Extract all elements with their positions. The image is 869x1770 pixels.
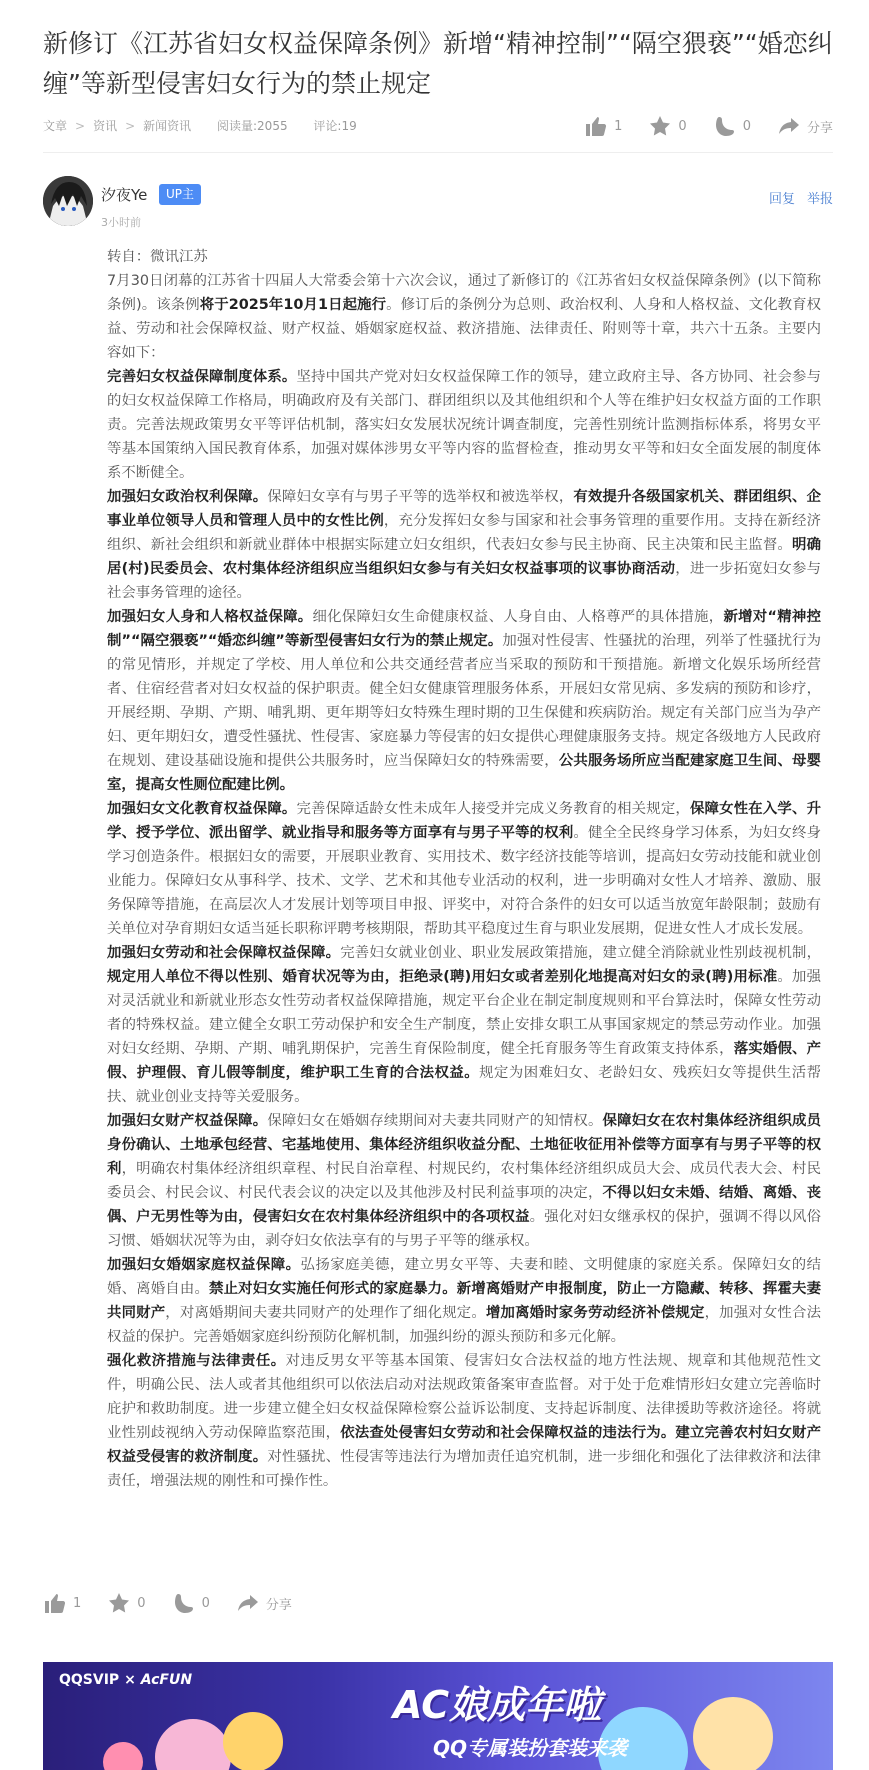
breadcrumb-item-news[interactable]: 资讯 [93, 119, 118, 133]
bold-text: 加强妇女人身和人格权益保障。 [107, 609, 313, 625]
favorite-count: 0 [678, 118, 687, 134]
share-arrow-icon [777, 114, 801, 138]
paragraph-education [107, 797, 821, 941]
share-button-bottom[interactable] [236, 1591, 292, 1615]
bold-text: 加强妇女文化教育权益保障。 [107, 801, 297, 817]
banana-icon [172, 1591, 196, 1615]
paragraph-system [107, 365, 821, 485]
banner-cross: × [124, 1672, 136, 1688]
text: 对性骚扰、性侵害等违法行为增加责任追究机制，进一步细化和强化了法律救济和法律责任，增强法规的刚性和可操作性。 [107, 1449, 821, 1489]
text: 7月30日闭幕的江苏省十四届人大常委会第十六次会议，通过了新修订的《江苏省妇女权益保障条例》(以下简称条例)。该条例 [107, 273, 821, 313]
favorite-button[interactable] [648, 114, 686, 138]
bold-text: 将于2025年10月1日起施行 [199, 297, 387, 313]
bold-text: 完善妇女权益保障制度体系。 [107, 369, 297, 385]
paragraph-political [107, 485, 821, 605]
reply-link[interactable]: 回复 [768, 192, 795, 207]
star-icon [107, 1591, 131, 1615]
bold-text: 加强妇女财产权益保障。 [107, 1113, 268, 1129]
bold-text: 有效提升各级国家机关、群团组织、企事业单位领导人员和管理人员中的女性比例 [107, 489, 821, 529]
text: 坚持中国共产党对妇女权益保障工作的领导，建立政府主导、各方协同、社会参与的妇女权益保障工作格局，明确政府及有关部门、群团组织以及其他组织和个人等在维护妇女权益方面的工作职责。完善法规政策男女平等评估机制，落实妇女发展状况统计调查制度，完善性别统计监测指标体系，将男女平等基本国策纳入国民教育体系，加强对媒体涉男女平等内容的监督检查，推动男女平等和妇女全面发展的制度体系不断健全。 [107, 369, 821, 481]
qq-svip-logo: QQSVIP [59, 1672, 120, 1688]
like-button[interactable] [584, 114, 622, 138]
favorite-count: 0 [137, 1595, 146, 1611]
text: ，进一步拓宽妇女参与社会事务管理的途径。 [107, 561, 821, 601]
article-title: 新修订《江苏省妇女权益保障条例》新增“精神控制”“隔空猥亵”“婚恋纠缠”等新型侵害妇女行为的禁止规定 [43, 29, 833, 98]
like-count: 1 [614, 118, 623, 134]
bold-text: 禁止对妇女实施任何形式的家庭暴力。新增离婚财产申报制度，防止一方隐藏、转移、挥霍夫妻共同财产 [107, 1281, 821, 1321]
anime-avatar-icon [43, 176, 93, 226]
text: 规定为困难妇女、老龄妇女、残疾妇女等提供生活帮扶、就业创业支持等关爱服务。 [107, 1065, 821, 1105]
share-label: 分享 [265, 1597, 292, 1613]
text: 加强对性侵害、性骚扰的治理，列举了性骚扰行为的常见情形，并规定了学校、用人单位和公共交通经营者应当采取的预防和干预措施。新增文化娱乐场所经营者、住宿经营者对妇女权益的保护职责。健全妇女健康管理服务体系，开展妇女常见病、多发病的预防和诊疗，开展经期、孕期、产期、哺乳期、更年期等妇女特殊生理时期的卫生保健和疾病防治。规定有关部门应当为孕产妇、更年期妇女，遭受性骚扰、性侵害、家庭暴力等侵害的妇女提供心理健康服务支持。规定各级地方人民政府在规划、建设基础设施和提供公共服务时，应当保障妇女的特殊需要， [107, 633, 821, 769]
breadcrumb-separator: > [75, 119, 86, 133]
article-meta [43, 114, 833, 136]
share-label: 分享 [806, 120, 833, 136]
text: 细化保障妇女生命健康权益、人身自由、人格尊严的具体措施， [312, 609, 724, 625]
share-arrow-icon [236, 1591, 260, 1615]
bold-text: 加强妇女婚姻家庭权益保障。 [107, 1257, 301, 1273]
banana-icon [713, 114, 737, 138]
text: 。强化对妇女继承权的保护，强调不得以风俗习惯、婚姻状况等为由，剥夺妇女依法享有的与男子平等的继承权。 [107, 1209, 821, 1249]
text: ，加强对女性合法权益的保护。完善婚姻家庭纠纷预防化解机制，加强纠纷的源头预防和多元化解。 [107, 1305, 821, 1345]
bold-text: 公共服务场所应当配建家庭卫生间、母婴室，提高女性厕位配建比例。 [107, 753, 821, 793]
report-link[interactable]: 举报 [806, 192, 833, 207]
bold-text: 保障女性在入学、升学、授予学位、派出留学、就业指导和服务等方面享有与男子平等的权利 [107, 801, 821, 841]
source-line: 转自：微讯江苏 [107, 249, 208, 265]
avatar[interactable] [43, 176, 93, 226]
paragraph-marriage [107, 1253, 821, 1349]
breadcrumb [43, 117, 357, 134]
banner-headline: AC娘成年啦 [393, 1683, 602, 1727]
bold-text: 增加离婚时家务劳动经济补偿规定 [485, 1305, 705, 1321]
up-badge: UP主 [159, 184, 201, 205]
text: ，对离婚期间夫妻共同财产的处理作了细化规定。 [165, 1305, 486, 1321]
acfun-logo: AcFUN [140, 1672, 193, 1688]
paragraph-remedy [107, 1349, 821, 1493]
bold-text: 规定用人单位不得以性别、婚育状况等为由，拒绝录(聘)用妇女或者差别化地提高对妇女的录(聘)用标准 [107, 969, 778, 985]
coin-button[interactable] [713, 114, 751, 138]
paragraph-labor [107, 941, 821, 1109]
bold-text: 依法查处侵害妇女劳动和社会保障权益的违法行为。建立完善农村妇女财产权益受侵害的救济制度。 [107, 1425, 821, 1465]
bold-text: 加强妇女劳动和社会保障权益保障。 [107, 945, 341, 961]
text: 保障妇女在婚姻存续期间对夫妻共同财产的知情权。 [267, 1113, 603, 1129]
breadcrumb-item-news-info[interactable]: 新闻资讯 [143, 119, 192, 133]
paragraph-property [107, 1109, 821, 1253]
favorite-button-bottom[interactable] [107, 1591, 145, 1615]
article-body [107, 245, 821, 1493]
text: 。健全全民终身学习体系，为妇女终身学习创造条件。根据妇女的需要，开展职业教育、实用技术、数字经济技能等培训，提高妇女劳动技能和就业创业能力。保障妇女从事科学、技术、文学、艺术和其他专业活动的权利，进一步明确对女性人才培养、激励、服务保障等措施，在高层次人才发展计划等项目申报、评奖中，对符合条件的妇女可以适当放宽年龄限制；鼓励有关单位对孕育期妇女适当延长职称评聘考核期限，帮助其平稳度过生育与职业发展期，促进女性人才成长发展。 [107, 825, 821, 937]
text: ，充分发挥妇女参与国家和社会事务管理的重要作用。支持在新经济组织、新社会组织和新就业群体中根据实际建立妇女组织，代表妇女参与民主协商、民主决策和民主监督。 [107, 513, 821, 553]
bold-text: 新增对“精神控制”“隔空猥亵”“婚恋纠缠”等新型侵害妇女行为的禁止规定。 [107, 609, 821, 649]
share-button[interactable] [777, 114, 833, 138]
like-count: 1 [73, 1595, 82, 1611]
ad-banner[interactable] [43, 1662, 833, 1770]
text: 保障妇女享有与男子平等的选举权和被选举权， [267, 489, 574, 505]
bold-text: 保障妇女在农村集体经济组织成员身份确认、土地承包经营、宅基地使用、集体经济组织收益分配、土地征收征用补偿等方面享有与男子平等的权利 [107, 1113, 821, 1177]
breadcrumb-item-articles[interactable]: 文章 [43, 119, 68, 133]
text: 。加强对灵活就业和新就业形态女性劳动者权益保障措施，规定平台企业在制定制度规则和平台算法时，保障女性劳动者的特殊权益。建立健全女职工劳动保护和安全生产制度，禁止安排女职工从事国家规定的禁忌劳动作业。加强对妇女经期、孕期、产期、哺乳期保护，完善生育保险制度，健全托育服务等生育政策支持体系， [107, 969, 821, 1057]
paragraph-personal [107, 605, 821, 797]
like-button-bottom[interactable] [43, 1591, 81, 1615]
article-actions [558, 114, 833, 138]
text: 弘扬家庭美德，建立男女平等、夫妻和睦、文明健康的家庭关系。保障妇女的结婚、离婚自由。 [107, 1257, 821, 1297]
bold-text: 强化救济措施与法律责任。 [107, 1353, 286, 1369]
post-time: 3小时前 [101, 216, 141, 229]
coin-count: 0 [201, 1595, 210, 1611]
bold-text: 加强妇女政治权利保障。 [107, 489, 268, 505]
author-name[interactable]: 汐夜Ye [101, 186, 148, 204]
comment-count: 评论:19 [313, 119, 357, 133]
star-icon [648, 114, 672, 138]
text: ，明确农村集体经济组织章程、村民自治章程、村规民约，农村集体经济组织成员大会、成员代表大会、村民委员会、村民会议、村民代表会议的决定以及其他涉及村民利益事项的决定， [107, 1161, 821, 1201]
bold-text: 明确居(村)民委员会、农村集体经济组织应当组织妇女参与有关妇女权益事项的议事协商活动 [107, 537, 821, 577]
bold-text: 落实婚假、产假、护理假、育儿假等制度，维护职工生育的合法权益。 [107, 1041, 821, 1081]
thumbs-up-icon [43, 1591, 67, 1615]
text: 完善妇女就业创业、职业发展政策措施，建立健全消除就业性别歧视机制， [340, 945, 821, 961]
text: 对违反男女平等基本国策、侵害妇女合法权益的地方性法规、规章和其他规范性文件，明确公民、法人或者其他组织可以依法启动对法规政策备案审查监督。对于处于危难情形妇女建立完善临时庇护和救助制度。进一步建立健全妇女权益保障检察公益诉讼制度、支持起诉制度、法律援助等救济途径。将就业性别歧视纳入劳动保障监察范围， [107, 1353, 821, 1441]
text: 。修订后的条例分为总则、政治权利、人身和人格权益、文化教育权益、劳动和社会保障权益、财产权益、婚姻家庭权益、救济措施、法律责任、附则等十章，共六十五条。主要内容如下： [107, 297, 821, 361]
breadcrumb-separator: > [125, 119, 136, 133]
view-count: 阅读量:2055 [217, 119, 288, 133]
bold-text: 不得以妇女未婚、结婚、离婚、丧偶、户无男性等为由，侵害妇女在农村集体经济组织中的各项权益 [107, 1185, 821, 1225]
comment-actions [757, 188, 833, 207]
bottom-actions [43, 1590, 318, 1616]
paragraph-intro [107, 269, 821, 365]
header-divider [43, 152, 833, 153]
banner-subtitle: QQ专属装扮套装来袭 [433, 1736, 628, 1760]
coin-button-bottom[interactable] [172, 1591, 210, 1615]
coin-count: 0 [742, 118, 751, 134]
thumbs-up-icon [584, 114, 608, 138]
text: 完善保障适龄女性未成年人接受并完成义务教育的相关规定， [296, 801, 690, 817]
